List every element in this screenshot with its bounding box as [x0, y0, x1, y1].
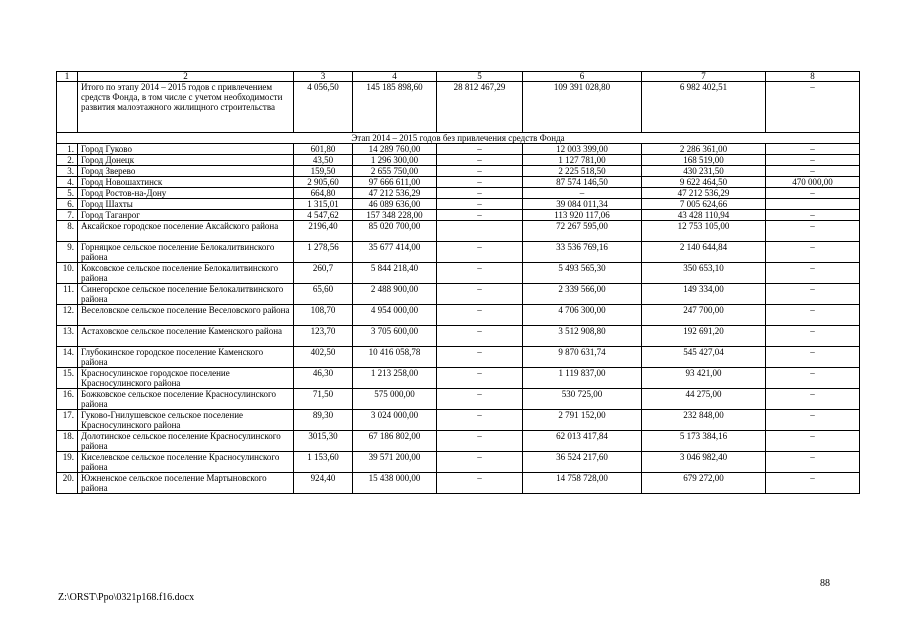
row-local: 7 005 624,66	[642, 199, 766, 210]
row-number: 20.	[57, 473, 78, 494]
row-area: 3015,30	[294, 431, 353, 452]
row-fund: –	[437, 155, 523, 166]
row-name: Киселевское сельское поселение Красносулинского района	[78, 452, 294, 473]
row-regional: 12 003 399,00	[523, 144, 642, 155]
row-fund: –	[437, 177, 523, 188]
row-area: 4 547,62	[294, 210, 353, 221]
row-total: 3 705 600,00	[353, 326, 437, 347]
table-row	[57, 242, 860, 263]
row-area: 2196,40	[294, 221, 353, 242]
row-number: 16.	[57, 389, 78, 410]
row-regional: 2 339 566,00	[523, 284, 642, 305]
row-total: 157 348 228,00	[353, 210, 437, 221]
row-total: 46 089 636,00	[353, 199, 437, 210]
col-number: 6	[523, 72, 642, 82]
row-local: 12 753 105,00	[642, 221, 766, 242]
row-local: 2 286 361,00	[642, 144, 766, 155]
header-row	[57, 72, 860, 82]
row-regional: 113 920 117,06	[523, 210, 642, 221]
row-area: 71,50	[294, 389, 353, 410]
table-row	[57, 221, 860, 242]
row-number: 3.	[57, 166, 78, 177]
row-total: 4 954 000,00	[353, 305, 437, 326]
row-total: 85 020 700,00	[353, 221, 437, 242]
row-local: 2 140 644,84	[642, 242, 766, 263]
row-total: 14 289 760,00	[353, 144, 437, 155]
row-local: 5 173 384,16	[642, 431, 766, 452]
row-name: Синегорское сельское поселение Белокалитвинского района	[78, 284, 294, 305]
table-row	[57, 284, 860, 305]
row-regional: 1 119 837,00	[523, 368, 642, 389]
total-name: Итого по этапу 2014 – 2015 годов с привлечением средств Фонда, в том числе с учетом необходимости развития малоэтажного жилищного строительства	[78, 82, 294, 133]
row-area: 108,70	[294, 305, 353, 326]
row-local: 545 427,04	[642, 347, 766, 368]
row-local: 3 046 982,40	[642, 452, 766, 473]
row-extra: –	[766, 347, 860, 368]
table-body	[57, 144, 860, 494]
row-number: 7.	[57, 210, 78, 221]
row-extra: –	[766, 305, 860, 326]
table-row	[57, 389, 860, 410]
row-name: Астаховское сельское поселение Каменского района	[78, 326, 294, 347]
row-local: 149 334,00	[642, 284, 766, 305]
row-name: Долотинское сельское поселение Красносулинского района	[78, 431, 294, 452]
row-area: 260,7	[294, 263, 353, 284]
row-local: 9 622 464,50	[642, 177, 766, 188]
row-total: 97 666 611,00	[353, 177, 437, 188]
row-total: 15 438 000,00	[353, 473, 437, 494]
page-number: 88	[820, 578, 830, 589]
file-path: Z:\ORST\Ppo\0321p168.f16.docx	[58, 592, 195, 603]
row-fund: –	[437, 188, 523, 199]
row-total: 1 213 258,00	[353, 368, 437, 389]
row-fund: –	[437, 242, 523, 263]
row-area: 402,50	[294, 347, 353, 368]
row-local: 168 519,00	[642, 155, 766, 166]
row-fund: –	[437, 410, 523, 431]
col-number: 8	[766, 72, 860, 82]
col-number: 4	[353, 72, 437, 82]
row-number: 4.	[57, 177, 78, 188]
row-total: 67 186 802,00	[353, 431, 437, 452]
row-extra: –	[766, 221, 860, 242]
row-name: Город Зверево	[78, 166, 294, 177]
row-local: 350 653,10	[642, 263, 766, 284]
row-regional: 2 791 152,00	[523, 410, 642, 431]
row-extra: –	[766, 263, 860, 284]
col-number: 2	[78, 72, 294, 82]
row-regional: 72 267 595,00	[523, 221, 642, 242]
table-row	[57, 188, 860, 199]
row-fund: –	[437, 368, 523, 389]
row-regional: 3 512 908,80	[523, 326, 642, 347]
total-regional: 109 391 028,80	[523, 82, 642, 133]
row-fund: –	[437, 347, 523, 368]
row-regional: 5 493 565,30	[523, 263, 642, 284]
row-name: Глубокинское городское поселение Каменского района	[78, 347, 294, 368]
row-local: 232 848,00	[642, 410, 766, 431]
row-regional: 2 225 518,50	[523, 166, 642, 177]
row-area: 89,30	[294, 410, 353, 431]
row-number: 8.	[57, 221, 78, 242]
table-row	[57, 473, 860, 494]
row-number: 12.	[57, 305, 78, 326]
row-extra: –	[766, 452, 860, 473]
row-fund: –	[437, 452, 523, 473]
total-sum: 145 185 898,60	[353, 82, 437, 133]
row-area: 664,80	[294, 188, 353, 199]
row-extra: –	[766, 368, 860, 389]
row-fund: –	[437, 263, 523, 284]
row-extra: –	[766, 210, 860, 221]
row-regional: –	[523, 188, 642, 199]
row-name: Коксовское сельское поселение Белокалитвинского района	[78, 263, 294, 284]
row-area: 924,40	[294, 473, 353, 494]
col-number: 5	[437, 72, 523, 82]
row-total: 47 212 536,29	[353, 188, 437, 199]
row-regional: 62 013 417,84	[523, 431, 642, 452]
row-local: 47 212 536,29	[642, 188, 766, 199]
row-extra: –	[766, 410, 860, 431]
table-row	[57, 199, 860, 210]
row-name: Город Донецк	[78, 155, 294, 166]
row-fund: –	[437, 284, 523, 305]
row-extra: –	[766, 155, 860, 166]
row-number: 11.	[57, 284, 78, 305]
row-total: 2 488 900,00	[353, 284, 437, 305]
table-row	[57, 347, 860, 368]
row-area: 43,50	[294, 155, 353, 166]
row-area: 46,30	[294, 368, 353, 389]
row-regional: 33 536 769,16	[523, 242, 642, 263]
table-row	[57, 263, 860, 284]
row-area: 123,70	[294, 326, 353, 347]
row-number: 5.	[57, 188, 78, 199]
row-fund: –	[437, 473, 523, 494]
row-fund: –	[437, 144, 523, 155]
row-name: Город Таганрог	[78, 210, 294, 221]
row-total: 5 844 218,40	[353, 263, 437, 284]
row-name: Южненское сельское поселение Мартыновского района	[78, 473, 294, 494]
table-row	[57, 166, 860, 177]
row-number: 17.	[57, 410, 78, 431]
total-extra: –	[766, 82, 860, 133]
row-extra: –	[766, 431, 860, 452]
row-number: 19.	[57, 452, 78, 473]
row-extra: –	[766, 242, 860, 263]
table-row	[57, 144, 860, 155]
row-extra: –	[766, 473, 860, 494]
row-extra: –	[766, 188, 860, 199]
row-extra: –	[766, 166, 860, 177]
row-area: 1 315,01	[294, 199, 353, 210]
stage-title: Этап 2014 – 2015 годов без привлечения средств Фонда	[57, 133, 860, 144]
row-regional: 87 574 146,50	[523, 177, 642, 188]
table-row	[57, 368, 860, 389]
row-regional: 1 127 781,00	[523, 155, 642, 166]
row-name: Аксайское городское поселение Аксайского района	[78, 221, 294, 242]
row-regional: 14 758 728,00	[523, 473, 642, 494]
row-total: 1 296 300,00	[353, 155, 437, 166]
row-name: Божковское сельское поселение Красносулинского района	[78, 389, 294, 410]
total-local: 6 982 402,51	[642, 82, 766, 133]
row-total: 2 655 750,00	[353, 166, 437, 177]
stage-row	[57, 133, 860, 144]
row-extra: 470 000,00	[766, 177, 860, 188]
row-local: 679 272,00	[642, 473, 766, 494]
row-extra: –	[766, 389, 860, 410]
row-number: 6.	[57, 199, 78, 210]
row-name: Красносулинское городское поселение Красносулинского района	[78, 368, 294, 389]
row-regional: 9 870 631,74	[523, 347, 642, 368]
row-name: Горняцкое сельское поселение Белокалитвинского района	[78, 242, 294, 263]
row-local: 93 421,00	[642, 368, 766, 389]
row-number: 18.	[57, 431, 78, 452]
row-fund: –	[437, 389, 523, 410]
row-number: 15.	[57, 368, 78, 389]
table-row	[57, 177, 860, 188]
row-fund: –	[437, 326, 523, 347]
funding-table	[56, 71, 860, 494]
col-number: 7	[642, 72, 766, 82]
table-row	[57, 452, 860, 473]
row-local: 192 691,20	[642, 326, 766, 347]
col-number: 3	[294, 72, 353, 82]
row-number: 9.	[57, 242, 78, 263]
row-name: Город Новошахтинск	[78, 177, 294, 188]
row-name: Веселовское сельское поселение Веселовского района	[78, 305, 294, 326]
total-area: 4 056,50	[294, 82, 353, 133]
table-row	[57, 431, 860, 452]
row-area: 1 278,56	[294, 242, 353, 263]
row-fund	[437, 221, 523, 242]
row-name: Гуково-Гнилушевское сельское поселение Красносулинского района	[78, 410, 294, 431]
row-fund: –	[437, 199, 523, 210]
table-row	[57, 155, 860, 166]
row-fund: –	[437, 305, 523, 326]
row-area: 159,50	[294, 166, 353, 177]
row-extra	[766, 199, 860, 210]
row-fund: –	[437, 431, 523, 452]
row-number: 1.	[57, 144, 78, 155]
row-extra: –	[766, 144, 860, 155]
total-fund: 28 812 467,29	[437, 82, 523, 133]
table-row	[57, 210, 860, 221]
row-area: 2 905,60	[294, 177, 353, 188]
col-number: 1	[57, 72, 78, 82]
row-total: 10 416 058,78	[353, 347, 437, 368]
row-area: 601,80	[294, 144, 353, 155]
row-local: 247 700,00	[642, 305, 766, 326]
table-row	[57, 305, 860, 326]
row-total: 575 000,00	[353, 389, 437, 410]
row-number: 13.	[57, 326, 78, 347]
row-number: 10.	[57, 263, 78, 284]
row-local: 44 275,00	[642, 389, 766, 410]
row-fund: –	[437, 210, 523, 221]
row-name: Город Шахты	[78, 199, 294, 210]
row-local: 43 428 110,94	[642, 210, 766, 221]
row-fund: –	[437, 166, 523, 177]
total-row	[57, 82, 860, 133]
row-number: 2.	[57, 155, 78, 166]
row-local: 430 231,50	[642, 166, 766, 177]
row-number: 14.	[57, 347, 78, 368]
row-extra: –	[766, 284, 860, 305]
row-name: Город Гуково	[78, 144, 294, 155]
row-regional: 530 725,00	[523, 389, 642, 410]
table-row	[57, 326, 860, 347]
row-name: Город Ростов-на-Дону	[78, 188, 294, 199]
row-total: 3 024 000,00	[353, 410, 437, 431]
row-regional: 36 524 217,60	[523, 452, 642, 473]
row-area: 1 153,60	[294, 452, 353, 473]
row-regional: 4 706 300,00	[523, 305, 642, 326]
table-row	[57, 410, 860, 431]
row-total: 39 571 200,00	[353, 452, 437, 473]
row-regional: 39 084 011,34	[523, 199, 642, 210]
row-total: 35 677 414,00	[353, 242, 437, 263]
row-extra: –	[766, 326, 860, 347]
row-area: 65,60	[294, 284, 353, 305]
